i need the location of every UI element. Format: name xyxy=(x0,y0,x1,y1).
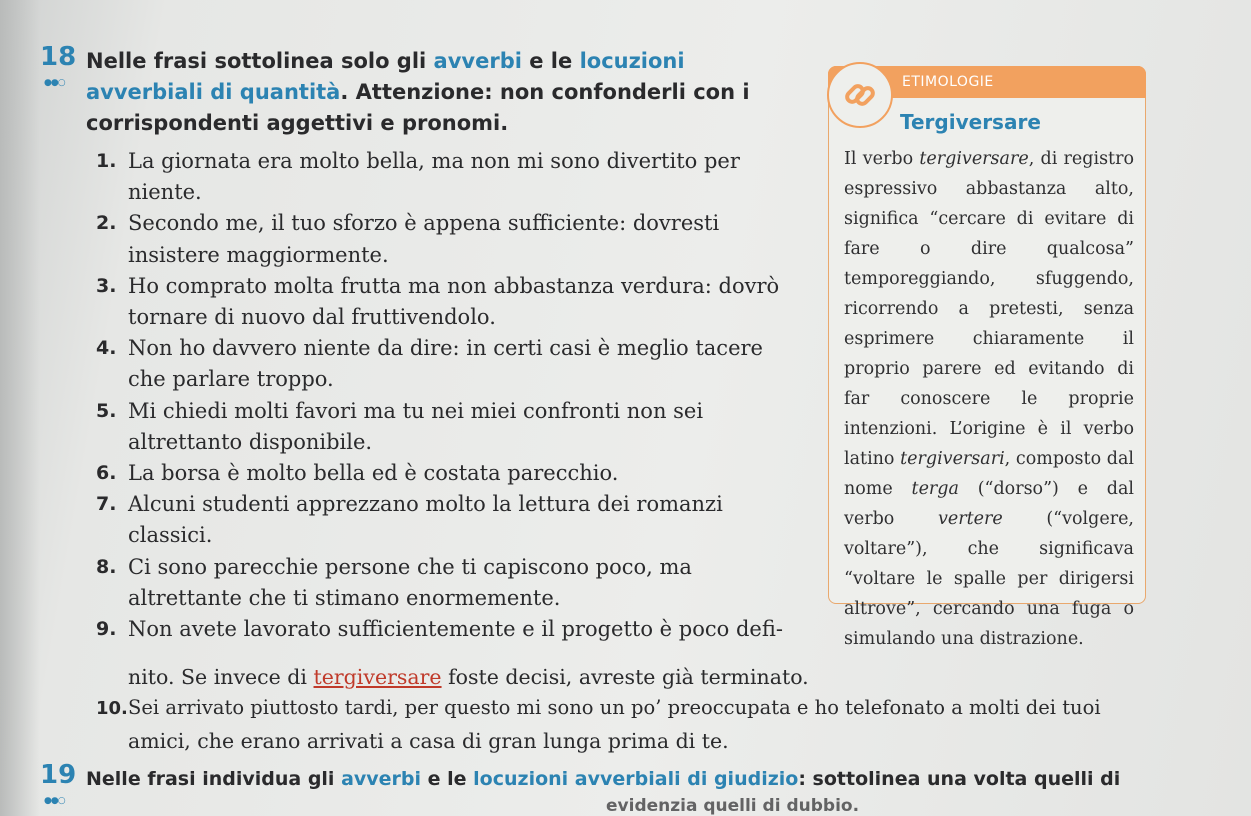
item-text: La borsa è molto bella ed è costata parecchio. xyxy=(128,461,619,486)
instruction-text: Nelle frasi individua gli xyxy=(86,768,342,790)
infinity-chain-icon xyxy=(827,62,893,128)
exercise-item xyxy=(96,458,806,489)
item-number: 7. xyxy=(96,493,117,516)
instruction-keyword: locuzioni avverbiali di giudizio xyxy=(473,768,799,790)
item-text: Ho comprato molta frutta ma non abbastanza verdura: dovrò tornare di nuovo dal fruttivendolo. xyxy=(128,273,780,330)
page-edge-shadow xyxy=(0,0,40,816)
instruction-keyword: locuzioni avverbiali di quantità xyxy=(86,49,685,104)
item-text: foste decisi, avreste già terminato. xyxy=(441,665,809,689)
etimologie-term: vertere xyxy=(937,509,1003,529)
etimologie-label: ETIMOLOGIE xyxy=(902,74,994,90)
exercise-instruction xyxy=(86,768,1236,790)
item-text: Non avete lavorato sufficientemente e il progetto è poco defi- xyxy=(128,617,783,642)
instruction-text: Nelle frasi sottolinea solo gli xyxy=(86,49,434,73)
item-number: 4. xyxy=(96,337,117,360)
exercise-item-10 xyxy=(96,692,1196,724)
item-text: nito. Se invece di xyxy=(128,665,314,689)
item-number: 3. xyxy=(96,274,117,297)
item-number: 8. xyxy=(96,555,117,578)
item-text: Sei arrivato piuttosto tardi, per questo mi sono un po’ preoccupata e ho telefonato a molti dei tuoi xyxy=(128,696,1101,719)
exercise-item xyxy=(96,489,806,551)
instruction-text: : sottolinea una volta quelli di xyxy=(798,768,1121,790)
highlighted-word: tergiversare xyxy=(313,665,442,689)
exercise-number: 19 xyxy=(40,760,77,790)
item-number: 5. xyxy=(96,399,117,422)
etimologie-term: tergiversari xyxy=(900,449,1005,469)
exercise-item xyxy=(96,396,806,458)
item-number: 6. xyxy=(96,462,117,485)
item-text: Mi chiedi molti favori ma tu nei miei confronti non sei altrettanto disponibile. xyxy=(128,398,704,454)
etimologie-text-part: Il verbo xyxy=(844,149,920,169)
etimologie-title: Tergiversare xyxy=(900,110,1041,134)
item-text: Secondo me, il tuo sforzo è appena sufficiente: dovresti insistere maggiormente. xyxy=(128,211,720,267)
difficulty-dots-icon: ●●○ xyxy=(44,796,65,806)
instruction-text: e le xyxy=(521,49,580,73)
etimologie-text xyxy=(844,144,1134,654)
exercise-item xyxy=(96,146,806,208)
cut-off-line: evidenzia quelli di dubbio. xyxy=(606,796,860,816)
etimologie-text-part: (“volgere, voltare”), che significava “voltare le spalle per dirigersi altrove”, cercando una fuga o simulando una distrazione. xyxy=(844,509,1134,649)
item-9-continuation xyxy=(128,662,1228,693)
item-number: 10. xyxy=(96,698,128,719)
item-text: Alcuni studenti apprezzano molto la lettura dei romanzi classici. xyxy=(128,492,723,548)
exercise-item xyxy=(96,208,806,270)
item-10-continuation: amici, che erano arrivati a casa di gran lunga prima di te. xyxy=(128,729,729,753)
etimologie-term: terga xyxy=(911,479,959,499)
exercise-items xyxy=(96,146,806,645)
item-text: La giornata era molto bella, ma non mi sono divertito per niente. xyxy=(128,149,740,205)
exercise-item xyxy=(96,333,806,395)
item-text: Non ho davvero niente da dire: in certi casi è meglio tacere che parlare troppo. xyxy=(128,336,763,392)
exercise-number: 18 xyxy=(40,42,77,72)
instruction-text: . Attenzione: non confonderli con i corrispondenti aggettivi e pronomi. xyxy=(86,80,750,135)
instruction-keyword: avverbi xyxy=(433,49,522,73)
item-text: Ci sono parecchie persone che ti capiscono poco, ma altrettante che ti stimano enormemente. xyxy=(128,554,692,610)
instruction-text: e le xyxy=(421,768,474,790)
exercise-item xyxy=(96,552,806,614)
difficulty-dots-icon: ●●○ xyxy=(44,78,65,88)
exercise-instruction xyxy=(86,46,806,139)
item-number: 9. xyxy=(96,618,117,641)
etimologie-term: tergiversare xyxy=(919,149,1029,169)
item-number: 2. xyxy=(96,212,117,235)
exercise-item xyxy=(96,614,806,645)
etimologie-text-part: , di registro espressivo abbastanza alto, significa “cercare di evitare di fare o dire qualcosa” temporeggiando, sfuggendo, ricorrendo a pretesti, senza esprimere chiaramente il proprio parere ed evitando di far conoscere le proprie intenzioni. L’origine è il verbo latino xyxy=(844,149,1134,469)
exercise-item xyxy=(96,271,806,333)
instruction-keyword: avverbi xyxy=(341,768,422,790)
item-number: 1. xyxy=(96,150,117,172)
etimologie-text-part: , composto dal nome xyxy=(844,449,1134,499)
etimologie-text-part: (“dorso”) e dal verbo xyxy=(844,479,1134,529)
